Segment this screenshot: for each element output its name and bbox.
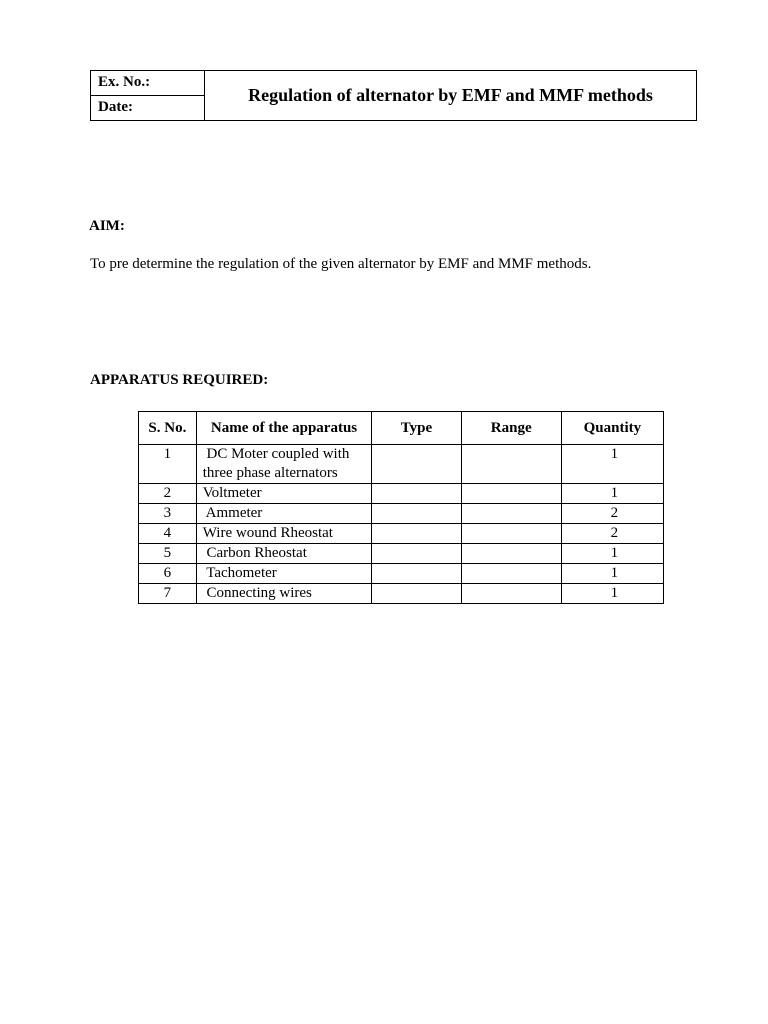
aim-text: To pre determine the regulation of the given alternator by EMF and MMF methods. (90, 256, 592, 272)
row-sno: 3 (139, 504, 197, 524)
row-name: Connecting wires (196, 584, 372, 604)
row-quantity: 2 (561, 504, 663, 524)
row-range (461, 504, 561, 524)
row-quantity: 1 (561, 564, 663, 584)
column-header-type: Type (372, 412, 461, 445)
row-name (196, 445, 372, 484)
row-sno: 7 (139, 584, 197, 604)
row-name: Tachometer (196, 564, 372, 584)
row-range (461, 524, 561, 544)
date-label: Date: (98, 99, 133, 115)
header-meta (91, 71, 205, 120)
row-name: Wire wound Rheostat (196, 524, 372, 544)
row-name: Carbon Rheostat (196, 544, 372, 564)
column-header-sno: S. No. (139, 412, 197, 445)
row-quantity: 1 (561, 544, 663, 564)
row-name: Voltmeter (196, 484, 372, 504)
row-range (461, 544, 561, 564)
table-row (139, 504, 664, 524)
table-header-row (139, 412, 664, 445)
row-name-line2: three phase alternators (202, 465, 338, 481)
row-quantity: 1 (561, 584, 663, 604)
row-range (461, 445, 561, 484)
table-row (139, 445, 664, 484)
row-type (372, 564, 461, 584)
row-range (461, 564, 561, 584)
row-sno: 2 (139, 484, 197, 504)
table-row (139, 564, 664, 584)
row-type (372, 544, 461, 564)
apparatus-table (138, 411, 664, 604)
aim-heading: AIM: (89, 218, 125, 234)
table-row (139, 584, 664, 604)
row-quantity: 1 (561, 484, 663, 504)
column-header-range: Range (461, 412, 561, 445)
row-type (372, 504, 461, 524)
row-quantity: 2 (561, 524, 663, 544)
row-range (461, 484, 561, 504)
row-type (372, 584, 461, 604)
experiment-header (90, 70, 697, 121)
row-sno: 4 (139, 524, 197, 544)
table-row (139, 484, 664, 504)
table-row (139, 544, 664, 564)
row-type (372, 484, 461, 504)
column-header-quantity: Quantity (561, 412, 663, 445)
table-row (139, 524, 664, 544)
row-sno: 1 (139, 445, 197, 484)
row-type (372, 445, 461, 484)
row-type (372, 524, 461, 544)
experiment-title: Regulation of alternator by EMF and MMF methods (248, 85, 653, 105)
apparatus-heading: APPARATUS REQUIRED: (90, 372, 269, 388)
row-name-line1: DC Moter coupled with (202, 446, 350, 462)
row-name: Ammeter (196, 504, 372, 524)
column-header-name: Name of the apparatus (196, 412, 372, 445)
row-range (461, 584, 561, 604)
row-sno: 5 (139, 544, 197, 564)
ex-no-label: Ex. No.: (91, 71, 204, 96)
row-quantity: 1 (561, 445, 663, 484)
row-sno: 6 (139, 564, 197, 584)
